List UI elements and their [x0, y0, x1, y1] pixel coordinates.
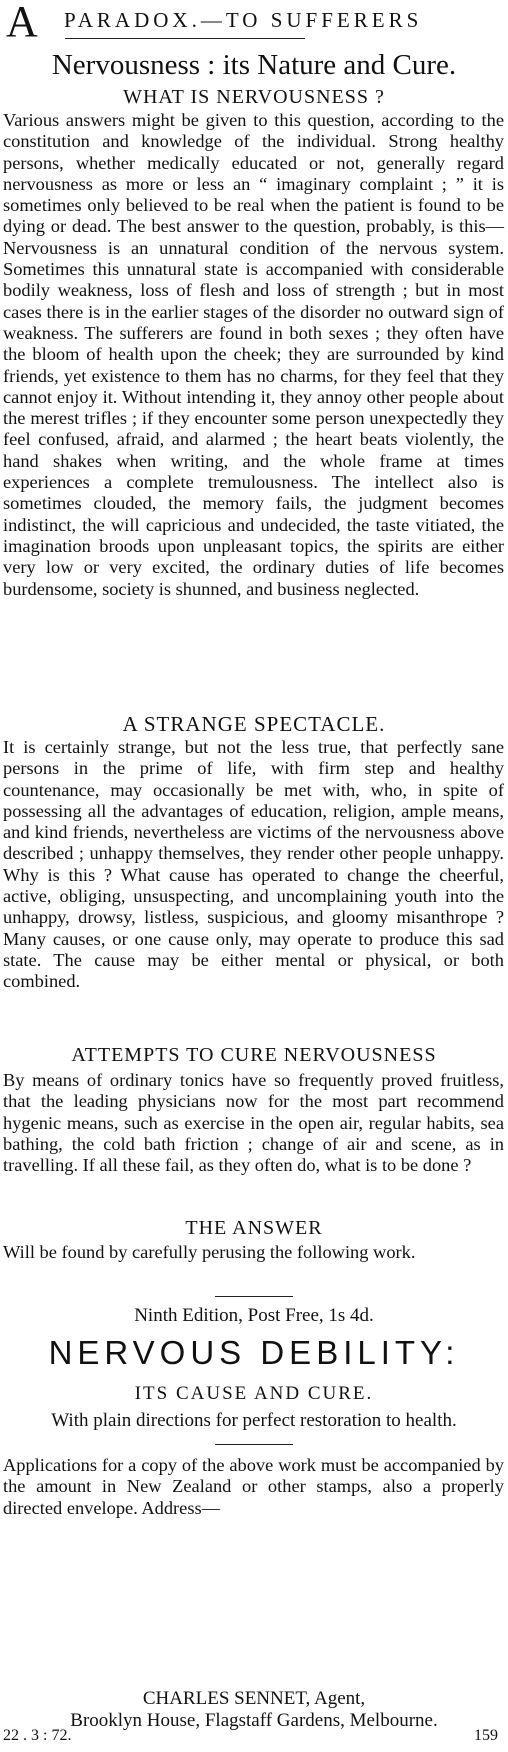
paragraph: It is certainly strange, but not the less true, that perfectly sane persons in the prime of life, with firm step and healthy countenance, may occasionally be met with, who, in spite of possessing all the advantages of education, religion, ample means, and kind friends, nevertheless are victims of the nervousness above described ; unhappy themselves, they render other people unhappy. Why is this ? What cause has operated to change the cheerful, active, obliging, unsuspecting, and uncomplaining youth into the unhappy, drowsy, listless, suspicious, and gloomy misanthrope ? Many causes, or one cause only, may operate to produce this sad state. The cause may be either mental or physical, or both combined.: [3, 737, 504, 992]
paragraph: Will be found by carefully perusing the following work.: [3, 1242, 416, 1262]
divider-rule: [215, 1296, 293, 1297]
footer-date: 22 . 3 : 72.: [3, 1727, 72, 1744]
book-tagline: With plain directions for perfect restoration to health.: [51, 1410, 457, 1431]
divider-rule: [215, 1444, 293, 1445]
headline: [4, 2, 504, 48]
section-heading-attempts-to-cure: ATTEMPTS TO CURE NERVOUSNESS: [71, 1044, 437, 1066]
headline-title: PARADOX.—TO SUFFERERS: [64, 8, 423, 32]
headline-rule: [65, 38, 305, 39]
section-body-attempts-to-cure: [3, 1070, 504, 1176]
section-body-strange-spectacle: [3, 737, 504, 993]
section-body-the-answer: [3, 1242, 504, 1263]
paragraph: Applications for a copy of the above work must be accompanied by the amount in New Zealand or other stamps, also a properly directed envelope. Address—: [3, 1455, 504, 1518]
paragraph: By means of ordinary tonics have so frequently proved fruitless, that the leading physicians now for the most part recommend hygenic means, such as exercise in the open air, regular habits, sea bathing, the cold bath friction ; change of air and scene, as in travelling. If all these fail, as they often do, what is to be done ?: [3, 1070, 504, 1176]
agent-name: CHARLES SENNET, Agent,: [142, 1688, 366, 1709]
dropcap-letter: A: [6, 0, 38, 46]
book-subtitle: ITS CAUSE AND CURE.: [134, 1383, 374, 1404]
book-edition: Ninth Edition, Post Free, 1s 4d.: [134, 1305, 374, 1326]
section-heading-what-is-nervousness: WHAT IS NERVOUSNESS ?: [123, 86, 385, 108]
footer-number: 159: [474, 1727, 498, 1744]
section-heading-the-answer: THE ANSWER: [185, 1217, 323, 1239]
section-body-what-is-nervousness: [3, 110, 504, 600]
applications-text: [3, 1455, 504, 1519]
book-title: NERVOUS DEBILITY:: [48, 1334, 460, 1371]
agent-address: Brooklyn House, Flagstaff Gardens, Melbourne.: [70, 1710, 438, 1731]
paragraph: Various answers might be given to this question, according to the constitution and knowledge of the individual. Strong healthy persons, whether medically educated or not, generally regard nervousness as more or less an “ imaginary complaint ; ” it is sometimes only believed to be real when the patient is found to be dying or dead. The best answer to the question, probably, is this—Nervousness is an unnatural condition of the nervous system. Sometimes this unnatural state is accompanied with considerable bodily weakness, loss of flesh and loss of strength ; but in most cases there is in the earlier stages of the disorder no outward sign of weakness. The sufferers are found in both sexes ; they often have the bloom of health upon the cheek; they are surrounded by kind friends, yet existence to them has no charms, for they feel that they cannot enjoy it. Without intending it, they annoy other people about the merest trifles ; if they encounter some person unexpectedly they feel confused, afraid, and alarmed ; the heart beats violently, the hand shakes when writing, and the whole frame at times experiences a complete tremulousness. The intellect also is sometimes clouded, the memory fails, the judgment becomes indistinct, the will capricious and undecided, the taste vitiated, the imagination broods upon unpleasant topics, the spirits are either very low or very excited, the ordinary duties of life becomes burdensome, society is shunned, and business neglected.: [3, 110, 504, 599]
section-heading-strange-spectacle: A STRANGE SPECTACLE.: [122, 712, 386, 736]
headline-subtitle: Nervousness : its Nature and Cure.: [51, 49, 457, 81]
